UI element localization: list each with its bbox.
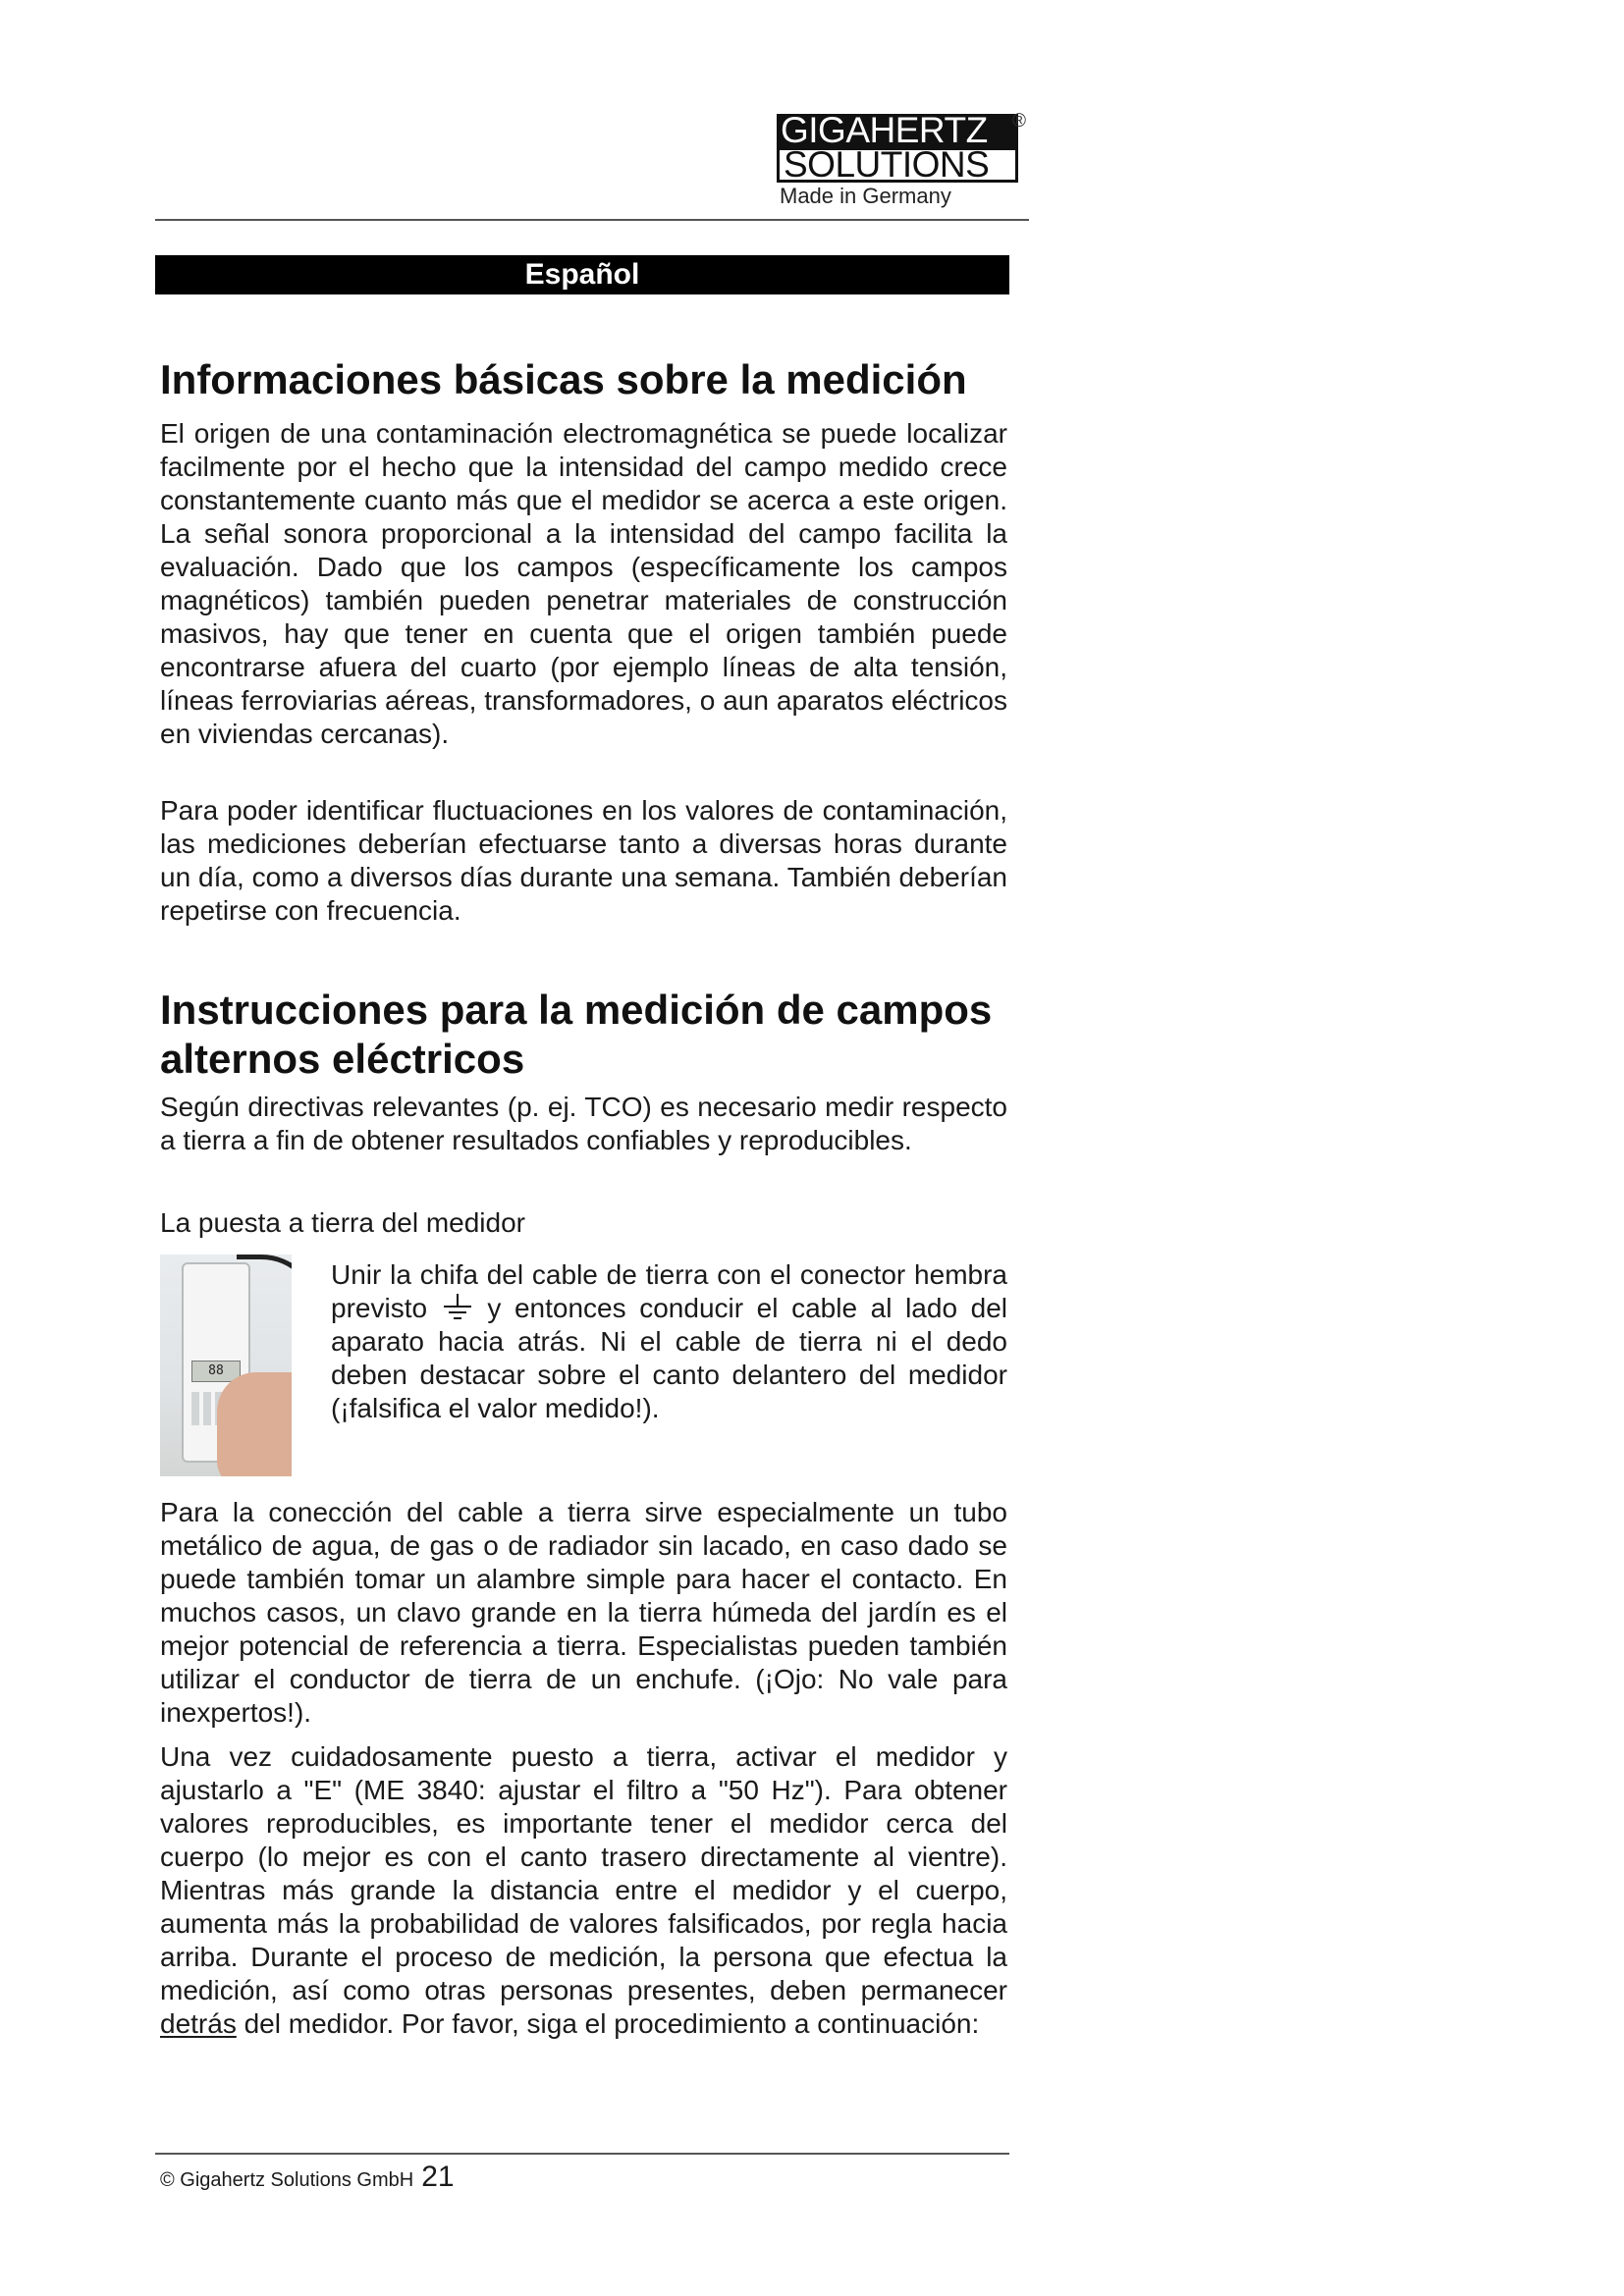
- section1-paragraph-2-wrap: [160, 794, 1007, 928]
- page-footer: [160, 2160, 455, 2198]
- section2-paragraph-3-wrap: [160, 1740, 1007, 2041]
- grounding-paragraph: [331, 1258, 1007, 1425]
- grounding-subheading-wrap: [160, 1206, 1007, 1240]
- page-number: 21: [421, 2161, 455, 2193]
- section1-paragraph-1: El origen de una contaminación electromagnética se puede localizar facilmente por el hecho que la intensidad del campo medido crece constantemente cuanto más que el medidor se acerca a este origen. La señal sonora proporcional a la intensidad del campo facilita la evaluación. Dado que los campos (específicamente los campos magnéticos) también pueden penetrar materiales de construcción masivos, hay que tener en cuenta que el origen también puede encontrarse afuera del cuarto (por ejemplo líneas de alta tensión, líneas ferroviarias aéreas, transformadores, o aun aparatos eléctricos en viviendas cercanas).: [160, 418, 1007, 749]
- logo-line-solutions: SOLUTIONS: [777, 147, 1018, 183]
- logo-line-gigahertz: GIGAHERTZ: [777, 114, 1018, 147]
- grounding-text-1: Unir la chifa del cable de tierra con el conector hembra previsto: [331, 1259, 1007, 1323]
- earth-ground-icon: [441, 1292, 474, 1321]
- company-logo: [777, 114, 1018, 210]
- section1-paragraph-2: Para poder identificar fluctuaciones en los valores de contaminación, las mediciones deberían efectuarse tanto a diversas horas durante un día, como a diversos días durante una semana. También deberían repetirse con frecuencia.: [160, 795, 1007, 926]
- grounding-subheading: La puesta a tierra del medidor: [160, 1207, 525, 1238]
- section2-paragraph-3: [160, 1740, 1007, 2041]
- grounding-text-wrap: [331, 1258, 1007, 1425]
- section-instructions: [160, 986, 1007, 1084]
- language-bar: Español: [155, 255, 1009, 294]
- section2-paragraph-3-part2: del medidor. Por favor, siga el procedimiento a continuación:: [244, 2008, 980, 2039]
- section2-paragraph-1: Según directivas relevantes (p. ej. TCO) es necesario medir respecto a tierra a fin de obtener resultados confiables y reproducibles.: [160, 1092, 1007, 1155]
- section2-paragraph-1-wrap: [160, 1091, 1007, 1157]
- section-basic-info: [160, 355, 1007, 404]
- header-divider: [155, 219, 1029, 221]
- underlined-detras: detrás: [160, 2008, 237, 2039]
- section1-title: Informaciones básicas sobre la medición: [160, 356, 967, 402]
- hand: [217, 1372, 292, 1476]
- section2-paragraph-3-part1: Una vez cuidadosamente puesto a tierra, activar el medidor y ajustarlo a "E" (ME 3840: ajustar el filtro a "50 Hz"). Para obtener valores reproducibles, es importante tener el medidor cerca del cuerpo (lo mejor es con el canto trasero directamente al vientre). Mientras más grande la distancia entre el medidor y el cuerpo, aumenta más la probabilidad de valores falsificados, por regla hacia arriba. Durante el proceso de medición, la persona que efectua la medición, así como otras personas presentes, deben permanecer: [160, 1741, 1007, 2005]
- grounding-text-2: y entonces conducir el cable al lado del aparato hacia atrás. Ni el cable de tierra ni el dedo deben destacar sobre el canto delantero del medidor (¡falsifica el valor medido!).: [331, 1293, 1008, 1423]
- footer-copyright: © Gigahertz Solutions GmbH: [160, 2169, 414, 2191]
- section2-paragraph-2: Para la conección del cable a tierra sirve especialmente un tubo metálico de agua, de gas o de radiador sin lacado, en caso dado se puede también tomar un alambre simple para hacer el contacto. En muchos casos, un clavo grande en la tierra húmeda del jardín es el mejor potencial de referencia a tierra. Especialistas pueden también utilizar el conductor de tierra de un enchufe. (¡Ojo: No vale para inexpertos!).: [160, 1497, 1007, 1728]
- meter-photo: [160, 1255, 292, 1476]
- meter-display: 88: [191, 1361, 241, 1382]
- registered-mark: ®: [1012, 111, 1026, 132]
- section2-paragraph-2-wrap: [160, 1496, 1007, 1730]
- section2-title: Instrucciones para la medición de campos alternos eléctricos: [160, 987, 993, 1082]
- logo-tagline: Made in Germany: [780, 184, 951, 208]
- footer-divider: [155, 2153, 1009, 2155]
- section1-paragraph-1-wrap: [160, 417, 1007, 751]
